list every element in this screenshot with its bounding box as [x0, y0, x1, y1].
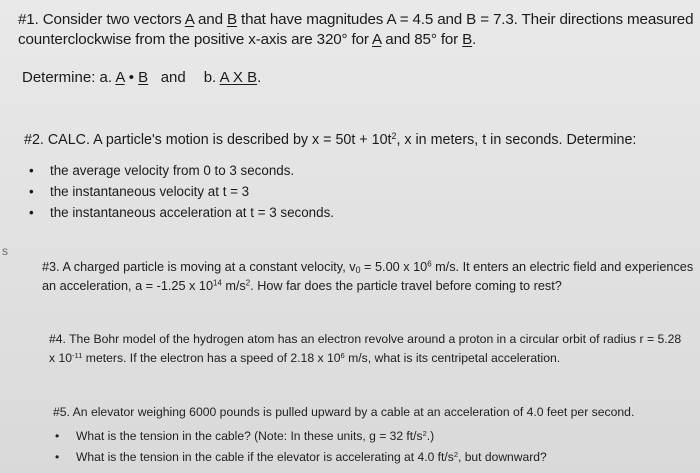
text: m/s. It enters an electric field and experiences [431, 260, 694, 274]
problem-1-line-2 [18, 30, 693, 50]
text: .) [426, 429, 435, 443]
list-item [29, 202, 334, 223]
text: . How far does the particle travel before coming to rest? [250, 279, 562, 293]
problem-5-line-1: #5. An elevator weighing 6000 pounds is pulled upward by a cable at an acceleration of 4.0 feet per second. [53, 405, 635, 419]
vector-a: A [184, 11, 194, 28]
dot-vector-b: B [138, 69, 149, 86]
problem-4-line-2 [49, 349, 681, 368]
dot-operator: • [124, 69, 139, 86]
exponent: 6 [427, 259, 432, 269]
text: and [193, 11, 227, 28]
problem-3-line-2 [42, 277, 693, 296]
text: = 5.00 x 10 [360, 260, 428, 274]
dot-vector-a: A [115, 69, 125, 86]
list-item [29, 160, 334, 181]
and-text: and [148, 69, 186, 86]
problem-4-line-1: #4. The Bohr model of the hydrogen atom has an electron revolve around a proton in a circular orbit of radius r = 5.28 [49, 332, 682, 346]
exponent: 2 [391, 131, 397, 142]
subscript: 0 [355, 264, 361, 275]
text: #2. CALC. A particle's motion is described by x = 50t + 10t [24, 132, 392, 148]
problem-4 [49, 330, 681, 368]
vector-b: B [462, 31, 473, 48]
list-item [55, 426, 547, 447]
exponent: 6 [340, 350, 345, 360]
text: m/s [221, 279, 246, 293]
text: #3. A charged particle is moving at a constant velocity, v [42, 260, 356, 274]
part-b-prefix: b. [203, 69, 220, 86]
exponent: 2 [245, 278, 251, 288]
bullet: • [29, 205, 34, 220]
bullet: • [55, 450, 60, 464]
text: . [257, 69, 262, 86]
problem-3-line-1 [42, 258, 693, 277]
text: What is the tension in the cable if the elevator is accelerating at 4.0 ft/s [76, 450, 454, 464]
vector-a: A [372, 31, 382, 48]
bullet: • [55, 429, 60, 443]
list-item-text: the instantaneous velocity at t = 3 [50, 184, 250, 199]
list-item [29, 181, 334, 202]
list-item-text: the average velocity from 0 to 3 seconds. [50, 163, 295, 178]
text: meters. If the electron has a speed of 2.18 x 10 [82, 351, 341, 365]
exponent: 2 [422, 428, 427, 438]
text: counterclockwise from the positive x-axis are 320° for [18, 31, 373, 48]
exponent: 14 [213, 278, 222, 288]
text: x 10 [49, 351, 73, 365]
determine-label: Determine: a. [22, 69, 116, 86]
problem-3 [42, 258, 693, 296]
bullet: • [29, 163, 34, 178]
problem-5 [53, 403, 634, 422]
problem-2-list [29, 160, 334, 223]
problem-1 [18, 10, 693, 50]
margin-mark: s [2, 244, 8, 258]
text: m/s, what is its centripetal acceleration. [344, 351, 561, 365]
problem-2-line-1 [24, 131, 636, 150]
exponent: -11 [72, 350, 83, 360]
text: , but downward? [457, 450, 547, 464]
problem-1-line-1 [18, 10, 693, 30]
list-item [55, 447, 547, 468]
problem-1-determine [22, 68, 261, 88]
list-item-text: the instantaneous acceleration at t = 3 seconds. [50, 205, 334, 220]
part-b [204, 69, 262, 86]
vector-b: B [226, 11, 237, 28]
text: , x in meters, t in seconds. Determine: [396, 132, 637, 148]
text: . [472, 31, 477, 48]
problem-5-list [55, 426, 547, 468]
exponent: 2 [453, 449, 458, 459]
problem-2 [24, 131, 636, 150]
text: and 85° for [381, 31, 463, 48]
cross-product: A X B [219, 69, 258, 86]
bullet: • [29, 184, 34, 199]
text: that have magnitudes A = 4.5 and B = 7.3. Their directions measured [236, 11, 694, 28]
text: an acceleration, a = -1.25 x 10 [42, 279, 214, 293]
text: #1. Consider two vectors [18, 11, 185, 28]
text: What is the tension in the cable? (Note: In these units, g = 32 ft/s [76, 429, 423, 443]
